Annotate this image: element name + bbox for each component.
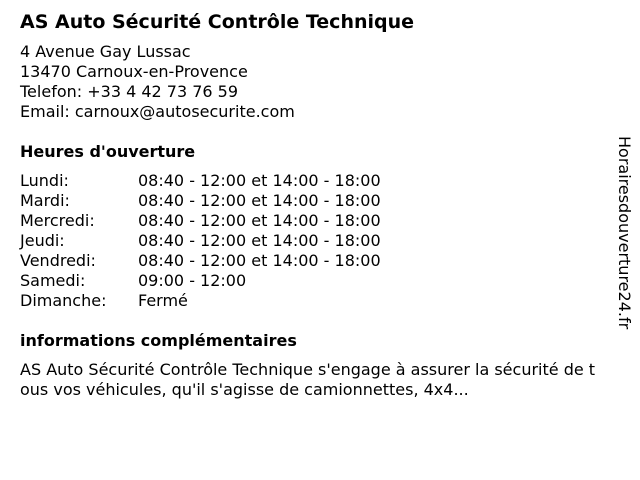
hours-time: 08:40 - 12:00 et 14:00 - 18:00 — [138, 171, 381, 190]
address-street: 4 Avenue Gay Lussac — [20, 42, 191, 61]
hours-row-sunday — [20, 291, 610, 311]
site-watermark[interactable]: Horairesdouverture24.fr — [615, 136, 634, 330]
hours-day: Vendredi: — [20, 251, 96, 270]
opening-hours-table — [20, 171, 610, 311]
hours-row-friday — [20, 251, 610, 271]
hours-row-saturday — [20, 271, 610, 291]
hours-day: Lundi: — [20, 171, 69, 190]
hours-time: 08:40 - 12:00 et 14:00 - 18:00 — [138, 251, 381, 270]
hours-time: 08:40 - 12:00 et 14:00 - 18:00 — [138, 231, 381, 250]
hours-row-wednesday — [20, 211, 610, 231]
address-block — [20, 42, 610, 122]
hours-day: Mercredi: — [20, 211, 95, 230]
email-address[interactable]: Email: carnoux@autosecurite.com — [20, 102, 295, 121]
hours-day: Dimanche: — [20, 291, 107, 310]
hours-row-tuesday — [20, 191, 610, 211]
business-name: AS Auto Sécurité Contrôle Technique — [20, 11, 415, 33]
additional-info-heading: informations complémentaires — [20, 331, 297, 350]
hours-time: 08:40 - 12:00 et 14:00 - 18:00 — [138, 191, 381, 210]
hours-day: Jeudi: — [20, 231, 65, 250]
hours-row-thursday — [20, 231, 610, 251]
hours-time: 08:40 - 12:00 et 14:00 - 18:00 — [138, 211, 381, 230]
address-city: 13470 Carnoux-en-Provence — [20, 62, 248, 81]
business-card — [20, 10, 610, 400]
hours-row-monday — [20, 171, 610, 191]
phone-number[interactable]: Telefon: +33 4 42 73 76 59 — [20, 82, 239, 101]
additional-info-text: AS Auto Sécurité Contrôle Technique s'engage à assurer la sécurité de tous vos véhicules, qu'il s'agisse de camionnettes, 4x4... — [20, 360, 596, 399]
opening-hours-heading: Heures d'ouverture — [20, 142, 196, 161]
hours-day: Mardi: — [20, 191, 70, 210]
hours-time: 09:00 - 12:00 — [138, 271, 247, 290]
hours-time: Fermé — [138, 291, 188, 310]
hours-day: Samedi: — [20, 271, 86, 290]
